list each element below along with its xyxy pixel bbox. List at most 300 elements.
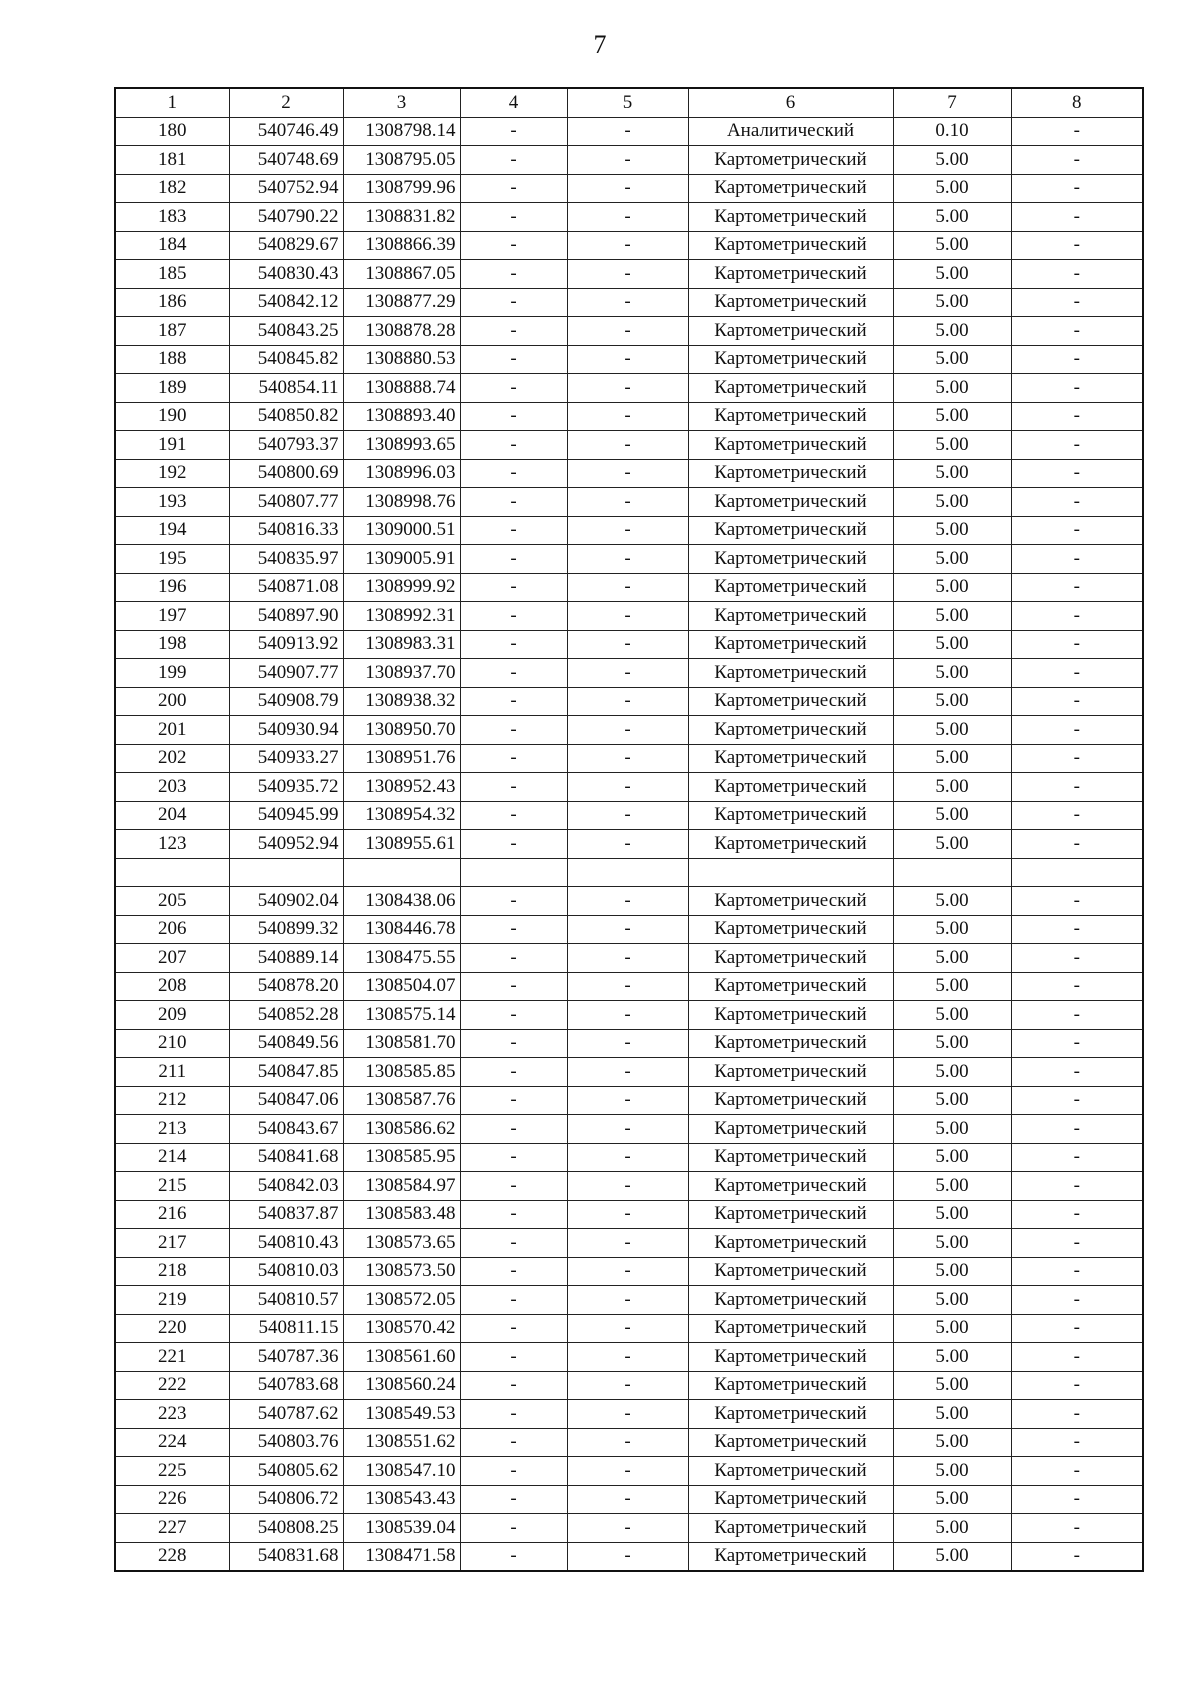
point-number-cell: 196 <box>115 573 229 602</box>
column-4-cell: - <box>460 402 567 431</box>
column-5-cell: - <box>567 402 688 431</box>
method-cell: Картометрический <box>688 317 893 346</box>
header-cell: 5 <box>567 88 688 117</box>
table-row <box>115 516 1143 545</box>
y-coordinate-cell: 1308867.05 <box>343 260 460 289</box>
method-cell: Картометрический <box>688 773 893 802</box>
y-coordinate-cell: 1308878.28 <box>343 317 460 346</box>
column-5-cell: - <box>567 1229 688 1258</box>
method-cell: Картометрический <box>688 1115 893 1144</box>
point-number-cell: 207 <box>115 944 229 973</box>
column-8-cell: - <box>1011 1001 1143 1030</box>
column-4-cell: - <box>460 345 567 374</box>
header-cell: 3 <box>343 88 460 117</box>
column-8-cell: - <box>1011 687 1143 716</box>
method-cell: Картометрический <box>688 1029 893 1058</box>
x-coordinate-cell: 540933.27 <box>229 744 343 773</box>
column-5-cell: - <box>567 516 688 545</box>
column-4-cell: - <box>460 1400 567 1429</box>
x-coordinate-cell: 540945.99 <box>229 801 343 830</box>
column-4-cell: - <box>460 1514 567 1543</box>
point-number-cell: 218 <box>115 1257 229 1286</box>
method-cell: Картометрический <box>688 1058 893 1087</box>
accuracy-cell: 5.00 <box>893 1514 1011 1543</box>
point-number-cell: 203 <box>115 773 229 802</box>
column-4-cell: - <box>460 1115 567 1144</box>
y-coordinate-cell: 1308999.92 <box>343 573 460 602</box>
column-5-cell: - <box>567 659 688 688</box>
column-5-cell: - <box>567 117 688 146</box>
column-4-cell: - <box>460 773 567 802</box>
point-number-cell: 222 <box>115 1371 229 1400</box>
method-cell: Картометрический <box>688 488 893 517</box>
column-8-cell: - <box>1011 1457 1143 1486</box>
column-8-cell: - <box>1011 374 1143 403</box>
column-4-cell: - <box>460 374 567 403</box>
x-coordinate-cell: 540850.82 <box>229 402 343 431</box>
column-8-cell: - <box>1011 1200 1143 1229</box>
accuracy-cell: 5.00 <box>893 516 1011 545</box>
column-4-cell: - <box>460 545 567 574</box>
point-number-cell: 209 <box>115 1001 229 1030</box>
column-5-cell: - <box>567 1343 688 1372</box>
column-4-cell: - <box>460 915 567 944</box>
accuracy-cell: 5.00 <box>893 431 1011 460</box>
y-coordinate-cell: 1308570.42 <box>343 1314 460 1343</box>
column-8-cell: - <box>1011 203 1143 232</box>
point-number-cell: 187 <box>115 317 229 346</box>
point-number-cell: 217 <box>115 1229 229 1258</box>
method-cell: Картометрический <box>688 1229 893 1258</box>
method-cell: Картометрический <box>688 1428 893 1457</box>
table-row <box>115 1001 1143 1030</box>
point-number-cell: 185 <box>115 260 229 289</box>
y-coordinate-cell: 1308573.50 <box>343 1257 460 1286</box>
point-number-cell: 182 <box>115 174 229 203</box>
column-5-cell: - <box>567 630 688 659</box>
y-coordinate-cell: 1308996.03 <box>343 459 460 488</box>
point-number-cell: 197 <box>115 602 229 631</box>
method-cell: Картометрический <box>688 716 893 745</box>
point-number-cell: 210 <box>115 1029 229 1058</box>
y-coordinate-cell: 1308877.29 <box>343 288 460 317</box>
x-coordinate-cell: 540835.97 <box>229 545 343 574</box>
column-4-cell: - <box>460 716 567 745</box>
method-cell: Картометрический <box>688 516 893 545</box>
column-5-cell: - <box>567 887 688 916</box>
column-8-cell: - <box>1011 1172 1143 1201</box>
method-cell: Картометрический <box>688 374 893 403</box>
table-row <box>115 744 1143 773</box>
table-row <box>115 1200 1143 1229</box>
y-coordinate-cell: 1308539.04 <box>343 1514 460 1543</box>
column-5-cell: - <box>567 972 688 1001</box>
method-cell <box>688 858 893 887</box>
header-cell: 8 <box>1011 88 1143 117</box>
x-coordinate-cell: 540816.33 <box>229 516 343 545</box>
table-row <box>115 231 1143 260</box>
column-5-cell: - <box>567 801 688 830</box>
point-number-cell: 204 <box>115 801 229 830</box>
point-number-cell: 190 <box>115 402 229 431</box>
accuracy-cell: 5.00 <box>893 744 1011 773</box>
point-number-cell: 227 <box>115 1514 229 1543</box>
column-4-cell: - <box>460 516 567 545</box>
method-cell: Картометрический <box>688 1001 893 1030</box>
column-4-cell: - <box>460 1314 567 1343</box>
table-row <box>115 1428 1143 1457</box>
x-coordinate-cell: 540849.56 <box>229 1029 343 1058</box>
y-coordinate-cell: 1308866.39 <box>343 231 460 260</box>
table-row <box>115 1229 1143 1258</box>
x-coordinate-cell: 540897.90 <box>229 602 343 631</box>
x-coordinate-cell: 540811.15 <box>229 1314 343 1343</box>
column-5-cell: - <box>567 260 688 289</box>
column-4-cell: - <box>460 117 567 146</box>
y-coordinate-cell: 1308575.14 <box>343 1001 460 1030</box>
table-row <box>115 1371 1143 1400</box>
column-8-cell: - <box>1011 1485 1143 1514</box>
x-coordinate-cell: 540935.72 <box>229 773 343 802</box>
x-coordinate-cell: 540746.49 <box>229 117 343 146</box>
method-cell: Картометрический <box>688 1086 893 1115</box>
accuracy-cell: 5.00 <box>893 630 1011 659</box>
point-number-cell: 183 <box>115 203 229 232</box>
column-4-cell: - <box>460 801 567 830</box>
point-number-cell: 216 <box>115 1200 229 1229</box>
accuracy-cell: 5.00 <box>893 716 1011 745</box>
column-8-cell: - <box>1011 773 1143 802</box>
y-coordinate-cell: 1308475.55 <box>343 944 460 973</box>
y-coordinate-cell: 1308504.07 <box>343 972 460 1001</box>
point-number-cell: 202 <box>115 744 229 773</box>
column-4-cell: - <box>460 1485 567 1514</box>
column-8-cell: - <box>1011 1514 1143 1543</box>
column-4-cell: - <box>460 431 567 460</box>
table-row <box>115 260 1143 289</box>
column-8-cell <box>1011 858 1143 887</box>
y-coordinate-cell: 1308952.43 <box>343 773 460 802</box>
accuracy-cell: 5.00 <box>893 687 1011 716</box>
column-5-cell: - <box>567 1001 688 1030</box>
accuracy-cell <box>893 858 1011 887</box>
x-coordinate-cell: 540831.68 <box>229 1542 343 1571</box>
point-number-cell: 208 <box>115 972 229 1001</box>
column-8-cell: - <box>1011 317 1143 346</box>
y-coordinate-cell: 1308581.70 <box>343 1029 460 1058</box>
column-8-cell: - <box>1011 431 1143 460</box>
method-cell: Картометрический <box>688 203 893 232</box>
table-row <box>115 146 1143 175</box>
method-cell: Картометрический <box>688 972 893 1001</box>
accuracy-cell: 5.00 <box>893 972 1011 1001</box>
accuracy-cell: 5.00 <box>893 545 1011 574</box>
column-5-cell: - <box>567 773 688 802</box>
column-8-cell: - <box>1011 288 1143 317</box>
y-coordinate-cell: 1308937.70 <box>343 659 460 688</box>
point-number-cell: 198 <box>115 630 229 659</box>
y-coordinate-cell: 1308573.65 <box>343 1229 460 1258</box>
column-4-cell: - <box>460 1257 567 1286</box>
accuracy-cell: 5.00 <box>893 1457 1011 1486</box>
method-cell: Картометрический <box>688 146 893 175</box>
table-row <box>115 573 1143 602</box>
y-coordinate-cell: 1308547.10 <box>343 1457 460 1486</box>
y-coordinate-cell: 1308561.60 <box>343 1343 460 1372</box>
y-coordinate-cell: 1308950.70 <box>343 716 460 745</box>
column-4-cell: - <box>460 459 567 488</box>
column-4-cell: - <box>460 1371 567 1400</box>
column-4-cell: - <box>460 687 567 716</box>
y-coordinate-cell: 1308543.43 <box>343 1485 460 1514</box>
accuracy-cell: 5.00 <box>893 1400 1011 1429</box>
table-row <box>115 1058 1143 1087</box>
table-row <box>115 1457 1143 1486</box>
column-4-cell: - <box>460 659 567 688</box>
column-4-cell: - <box>460 1542 567 1571</box>
column-4-cell: - <box>460 1143 567 1172</box>
point-number-cell: 220 <box>115 1314 229 1343</box>
method-cell: Картометрический <box>688 459 893 488</box>
method-cell: Картометрический <box>688 545 893 574</box>
y-coordinate-cell: 1308585.85 <box>343 1058 460 1087</box>
y-coordinate-cell: 1308584.97 <box>343 1172 460 1201</box>
y-coordinate-cell <box>343 858 460 887</box>
table-row <box>115 1172 1143 1201</box>
x-coordinate-cell: 540806.72 <box>229 1485 343 1514</box>
x-coordinate-cell: 540878.20 <box>229 972 343 1001</box>
column-8-cell: - <box>1011 1314 1143 1343</box>
table-row <box>115 488 1143 517</box>
column-8-cell: - <box>1011 1400 1143 1429</box>
accuracy-cell: 5.00 <box>893 1115 1011 1144</box>
x-coordinate-cell: 540952.94 <box>229 830 343 859</box>
table-row <box>115 716 1143 745</box>
column-8-cell: - <box>1011 1371 1143 1400</box>
y-coordinate-cell: 1308586.62 <box>343 1115 460 1144</box>
accuracy-cell: 5.00 <box>893 1542 1011 1571</box>
y-coordinate-cell: 1308551.62 <box>343 1428 460 1457</box>
column-8-cell: - <box>1011 1086 1143 1115</box>
table-row <box>115 1257 1143 1286</box>
method-cell: Картометрический <box>688 830 893 859</box>
accuracy-cell: 5.00 <box>893 288 1011 317</box>
table-header-row <box>115 88 1143 117</box>
point-number-cell: 191 <box>115 431 229 460</box>
column-5-cell: - <box>567 288 688 317</box>
column-5-cell: - <box>567 374 688 403</box>
x-coordinate-cell: 540847.85 <box>229 1058 343 1087</box>
column-5-cell: - <box>567 345 688 374</box>
accuracy-cell: 5.00 <box>893 402 1011 431</box>
accuracy-cell: 5.00 <box>893 1485 1011 1514</box>
accuracy-cell: 0.10 <box>893 117 1011 146</box>
method-cell: Картометрический <box>688 801 893 830</box>
column-5-cell: - <box>567 488 688 517</box>
x-coordinate-cell: 540787.62 <box>229 1400 343 1429</box>
column-8-cell: - <box>1011 744 1143 773</box>
x-coordinate-cell: 540810.57 <box>229 1286 343 1315</box>
column-8-cell: - <box>1011 716 1143 745</box>
accuracy-cell: 5.00 <box>893 1143 1011 1172</box>
column-5-cell: - <box>567 545 688 574</box>
column-8-cell: - <box>1011 801 1143 830</box>
column-8-cell: - <box>1011 944 1143 973</box>
accuracy-cell: 5.00 <box>893 488 1011 517</box>
column-8-cell: - <box>1011 1058 1143 1087</box>
column-5-cell: - <box>567 1200 688 1229</box>
table-row <box>115 374 1143 403</box>
method-cell: Картометрический <box>688 345 893 374</box>
point-number-cell: 224 <box>115 1428 229 1457</box>
x-coordinate-cell: 540845.82 <box>229 345 343 374</box>
column-5-cell: - <box>567 1058 688 1087</box>
y-coordinate-cell: 1309000.51 <box>343 516 460 545</box>
method-cell: Картометрический <box>688 1371 893 1400</box>
accuracy-cell: 5.00 <box>893 345 1011 374</box>
method-cell: Картометрический <box>688 1286 893 1315</box>
coordinates-table <box>114 87 1144 1572</box>
x-coordinate-cell: 540837.87 <box>229 1200 343 1229</box>
column-5-cell: - <box>567 1314 688 1343</box>
x-coordinate-cell: 540830.43 <box>229 260 343 289</box>
column-4-cell: - <box>460 887 567 916</box>
table-row <box>115 602 1143 631</box>
column-5-cell: - <box>567 203 688 232</box>
method-cell: Картометрический <box>688 944 893 973</box>
point-number-cell: 181 <box>115 146 229 175</box>
y-coordinate-cell: 1308880.53 <box>343 345 460 374</box>
x-coordinate-cell: 540899.32 <box>229 915 343 944</box>
x-coordinate-cell: 540842.12 <box>229 288 343 317</box>
header-cell: 4 <box>460 88 567 117</box>
table-row <box>115 203 1143 232</box>
table-row <box>115 431 1143 460</box>
accuracy-cell: 5.00 <box>893 174 1011 203</box>
method-cell: Картометрический <box>688 744 893 773</box>
column-4-cell: - <box>460 1200 567 1229</box>
point-number-cell: 219 <box>115 1286 229 1315</box>
accuracy-cell: 5.00 <box>893 602 1011 631</box>
table-row <box>115 659 1143 688</box>
column-4-cell: - <box>460 1229 567 1258</box>
column-4-cell: - <box>460 1343 567 1372</box>
method-cell: Картометрический <box>688 630 893 659</box>
y-coordinate-cell: 1308585.95 <box>343 1143 460 1172</box>
accuracy-cell: 5.00 <box>893 887 1011 916</box>
method-cell: Картометрический <box>688 174 893 203</box>
accuracy-cell: 5.00 <box>893 915 1011 944</box>
x-coordinate-cell: 540805.62 <box>229 1457 343 1486</box>
accuracy-cell: 5.00 <box>893 1257 1011 1286</box>
x-coordinate-cell: 540808.25 <box>229 1514 343 1543</box>
column-5-cell: - <box>567 602 688 631</box>
column-5-cell: - <box>567 1029 688 1058</box>
point-number-cell: 123 <box>115 830 229 859</box>
column-4-cell: - <box>460 744 567 773</box>
column-5-cell: - <box>567 687 688 716</box>
x-coordinate-cell: 540854.11 <box>229 374 343 403</box>
column-8-cell: - <box>1011 972 1143 1001</box>
point-number-cell: 200 <box>115 687 229 716</box>
table-row <box>115 1314 1143 1343</box>
method-cell: Картометрический <box>688 1514 893 1543</box>
header-cell: 2 <box>229 88 343 117</box>
column-4-cell: - <box>460 1029 567 1058</box>
column-8-cell: - <box>1011 231 1143 260</box>
column-4-cell: - <box>460 1286 567 1315</box>
y-coordinate-cell: 1308993.65 <box>343 431 460 460</box>
table-row <box>115 887 1143 916</box>
column-5-cell: - <box>567 1542 688 1571</box>
method-cell: Картометрический <box>688 1542 893 1571</box>
column-4-cell: - <box>460 1001 567 1030</box>
column-5-cell: - <box>567 915 688 944</box>
point-number-cell: 212 <box>115 1086 229 1115</box>
y-coordinate-cell: 1308446.78 <box>343 915 460 944</box>
method-cell: Аналитический <box>688 117 893 146</box>
y-coordinate-cell: 1308799.96 <box>343 174 460 203</box>
column-5-cell: - <box>567 1428 688 1457</box>
method-cell: Картометрический <box>688 1314 893 1343</box>
accuracy-cell: 5.00 <box>893 1314 1011 1343</box>
table-row <box>115 459 1143 488</box>
x-coordinate-cell: 540847.06 <box>229 1086 343 1115</box>
column-5-cell: - <box>567 1086 688 1115</box>
y-coordinate-cell: 1308572.05 <box>343 1286 460 1315</box>
column-4-cell: - <box>460 146 567 175</box>
column-4-cell: - <box>460 488 567 517</box>
point-number-cell: 223 <box>115 1400 229 1429</box>
x-coordinate-cell: 540843.25 <box>229 317 343 346</box>
column-8-cell: - <box>1011 1143 1143 1172</box>
page-number: 7 <box>593 30 607 59</box>
column-8-cell: - <box>1011 174 1143 203</box>
table-row <box>115 972 1143 1001</box>
method-cell: Картометрический <box>688 687 893 716</box>
method-cell: Картометрический <box>688 260 893 289</box>
table-row <box>115 288 1143 317</box>
column-5-cell: - <box>567 174 688 203</box>
table-row <box>115 317 1143 346</box>
x-coordinate-cell: 540810.43 <box>229 1229 343 1258</box>
column-5-cell: - <box>567 830 688 859</box>
column-4-cell: - <box>460 288 567 317</box>
table-row <box>115 545 1143 574</box>
column-8-cell: - <box>1011 573 1143 602</box>
table-row <box>115 1286 1143 1315</box>
x-coordinate-cell: 540902.04 <box>229 887 343 916</box>
column-5-cell: - <box>567 1143 688 1172</box>
y-coordinate-cell: 1308951.76 <box>343 744 460 773</box>
column-8-cell: - <box>1011 345 1143 374</box>
table-row <box>115 1143 1143 1172</box>
table-row <box>115 402 1143 431</box>
column-4-cell: - <box>460 972 567 1001</box>
x-coordinate-cell: 540748.69 <box>229 146 343 175</box>
column-4-cell: - <box>460 260 567 289</box>
column-5-cell: - <box>567 1514 688 1543</box>
accuracy-cell: 5.00 <box>893 260 1011 289</box>
column-5-cell: - <box>567 1485 688 1514</box>
method-cell: Картометрический <box>688 231 893 260</box>
point-number-cell: 213 <box>115 1115 229 1144</box>
x-coordinate-cell: 540852.28 <box>229 1001 343 1030</box>
accuracy-cell: 5.00 <box>893 944 1011 973</box>
header-cell: 7 <box>893 88 1011 117</box>
column-5-cell: - <box>567 1172 688 1201</box>
column-4-cell: - <box>460 231 567 260</box>
